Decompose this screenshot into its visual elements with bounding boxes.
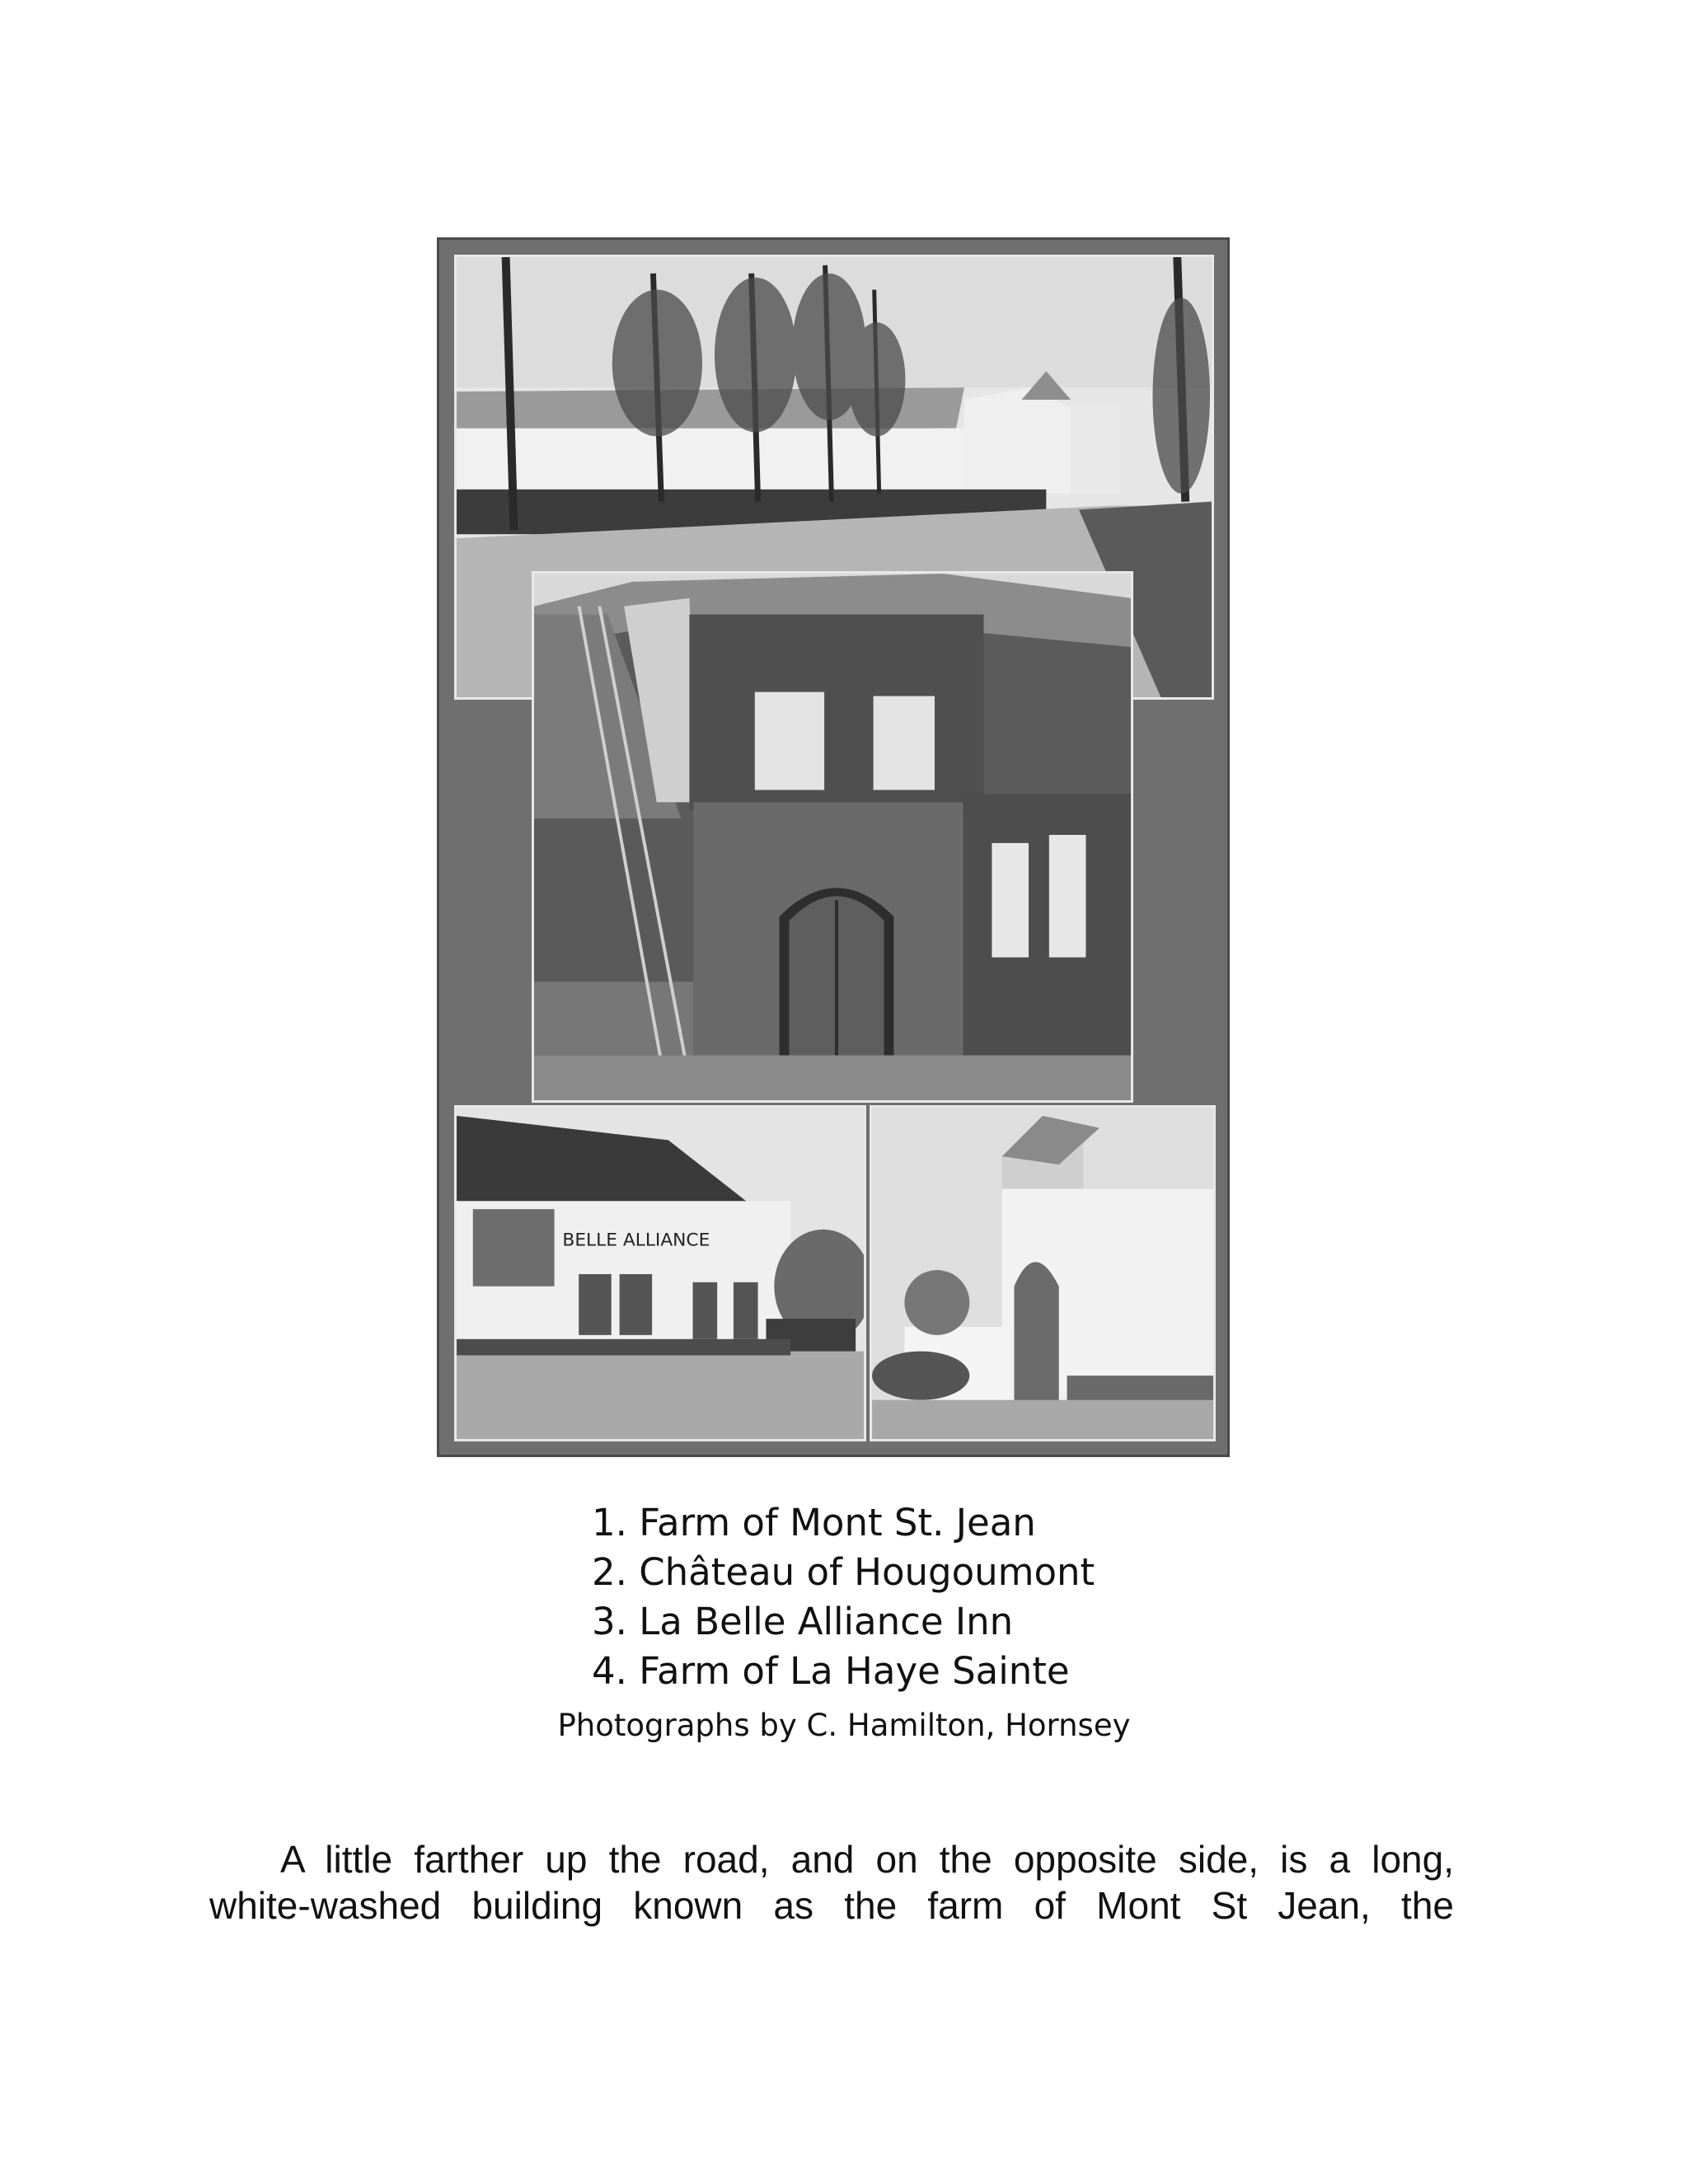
photo-credit: Photographs by C. Hamilton, Hornsey — [557, 1708, 1131, 1743]
body-line: white-washed building known as the farm of Mont St Jean, the — [209, 1884, 1454, 1927]
photo-belle-alliance-inn — [454, 1105, 866, 1441]
body-paragraph — [209, 1836, 1454, 1929]
photo-chateau-hougoumont — [532, 571, 1133, 1103]
caption-item: 2. Château of Hougoumont — [592, 1550, 1095, 1594]
figure-caption-list — [592, 1498, 1095, 1696]
inn-sign: BELLE ALLIANCE — [562, 1230, 710, 1251]
caption-item: 4. Farm of La Haye Sainte — [592, 1649, 1070, 1693]
caption-item: 1. Farm of Mont St. Jean — [592, 1501, 1036, 1544]
caption-item: 3. La Belle Alliance Inn — [592, 1600, 1014, 1643]
photo-farm-la-haye-sainte — [870, 1105, 1216, 1441]
photo-plate — [437, 237, 1230, 1457]
body-line: A little farther up the road, and on the opposite side, is a long, — [280, 1838, 1454, 1881]
